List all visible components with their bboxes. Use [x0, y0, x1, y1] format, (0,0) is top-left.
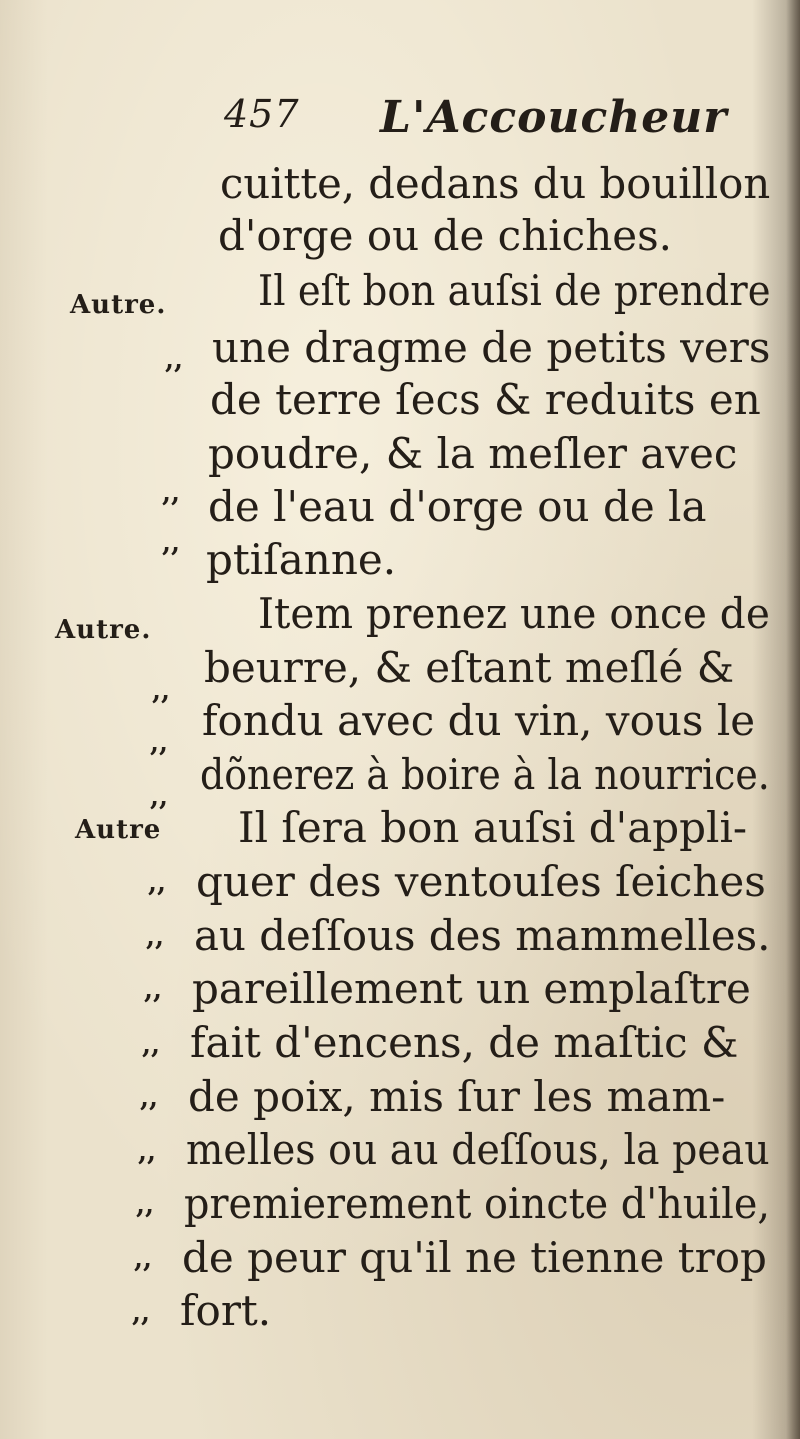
- margin-note-autre: Autre.: [55, 615, 152, 645]
- page-header: [0, 92, 800, 152]
- quote-mark: ,,: [162, 528, 181, 558]
- text-line: fait d'encens, de maſtic &: [190, 1018, 739, 1067]
- text-line: Il ſera bon auſsi d'appli-: [238, 803, 748, 852]
- text-line: de peur qu'il ne tienne trop: [182, 1233, 767, 1282]
- page-edge-shadow: [786, 0, 800, 1439]
- quote-mark: ,,: [136, 1190, 155, 1220]
- text-line: poudre, & la meſler avec: [208, 429, 738, 478]
- text-line: Il eſt bon auſsi de prendre: [258, 266, 771, 315]
- quote-mark: ,,: [134, 1244, 153, 1274]
- quote-mark: ,,: [146, 922, 165, 952]
- text-line: ptiſanne.: [206, 535, 397, 584]
- text-line: de poix, mis ſur les mam-: [188, 1072, 726, 1121]
- quote-mark: ,,: [142, 1030, 161, 1060]
- text-line: au deſſous des mammelles.: [194, 911, 771, 960]
- margin-note-autre: Autre.: [70, 290, 167, 320]
- text-line: dõnerez à boire à la nourrice.: [200, 750, 770, 799]
- quote-mark: ,,: [152, 676, 171, 706]
- text-line: cuitte, dedans du bouillon: [220, 159, 771, 208]
- text-line: d'orge ou de chiches.: [218, 211, 673, 260]
- text-line: fondu avec du vin, vous le: [202, 696, 756, 745]
- text-line: quer des ventouſes ſeiches: [196, 857, 766, 906]
- text-line: une dragme de petits vers: [212, 323, 771, 372]
- quote-mark: ,,: [148, 868, 167, 898]
- quote-mark: ,,: [144, 975, 163, 1005]
- text-line: beurre, & eſtant meſlé &: [204, 643, 735, 692]
- text-line: melles ou au deſſous, la peau: [186, 1125, 770, 1174]
- page-number: 457: [224, 92, 300, 136]
- text-line: pareillement un emplaſtre: [192, 964, 751, 1013]
- quote-mark: ,,: [150, 782, 169, 812]
- text-line: premierement oincte d'huile,: [184, 1179, 771, 1228]
- quote-mark: ,,: [165, 345, 184, 375]
- quote-mark: ,,: [140, 1083, 159, 1113]
- text-line: de l'eau d'orge ou de la: [208, 482, 707, 531]
- quote-mark: ,,: [162, 478, 181, 508]
- quote-mark: ,,: [132, 1298, 151, 1328]
- running-head: L'Accoucheur: [380, 92, 728, 143]
- text-line: de terre ſecs & reduits en: [210, 375, 761, 424]
- text-line: fort.: [180, 1286, 272, 1335]
- quote-mark: ,,: [150, 728, 169, 758]
- margin-note-autre: Autre: [75, 815, 162, 845]
- text-line: Item prenez une once de: [258, 589, 770, 638]
- quote-mark: ,,: [138, 1137, 157, 1167]
